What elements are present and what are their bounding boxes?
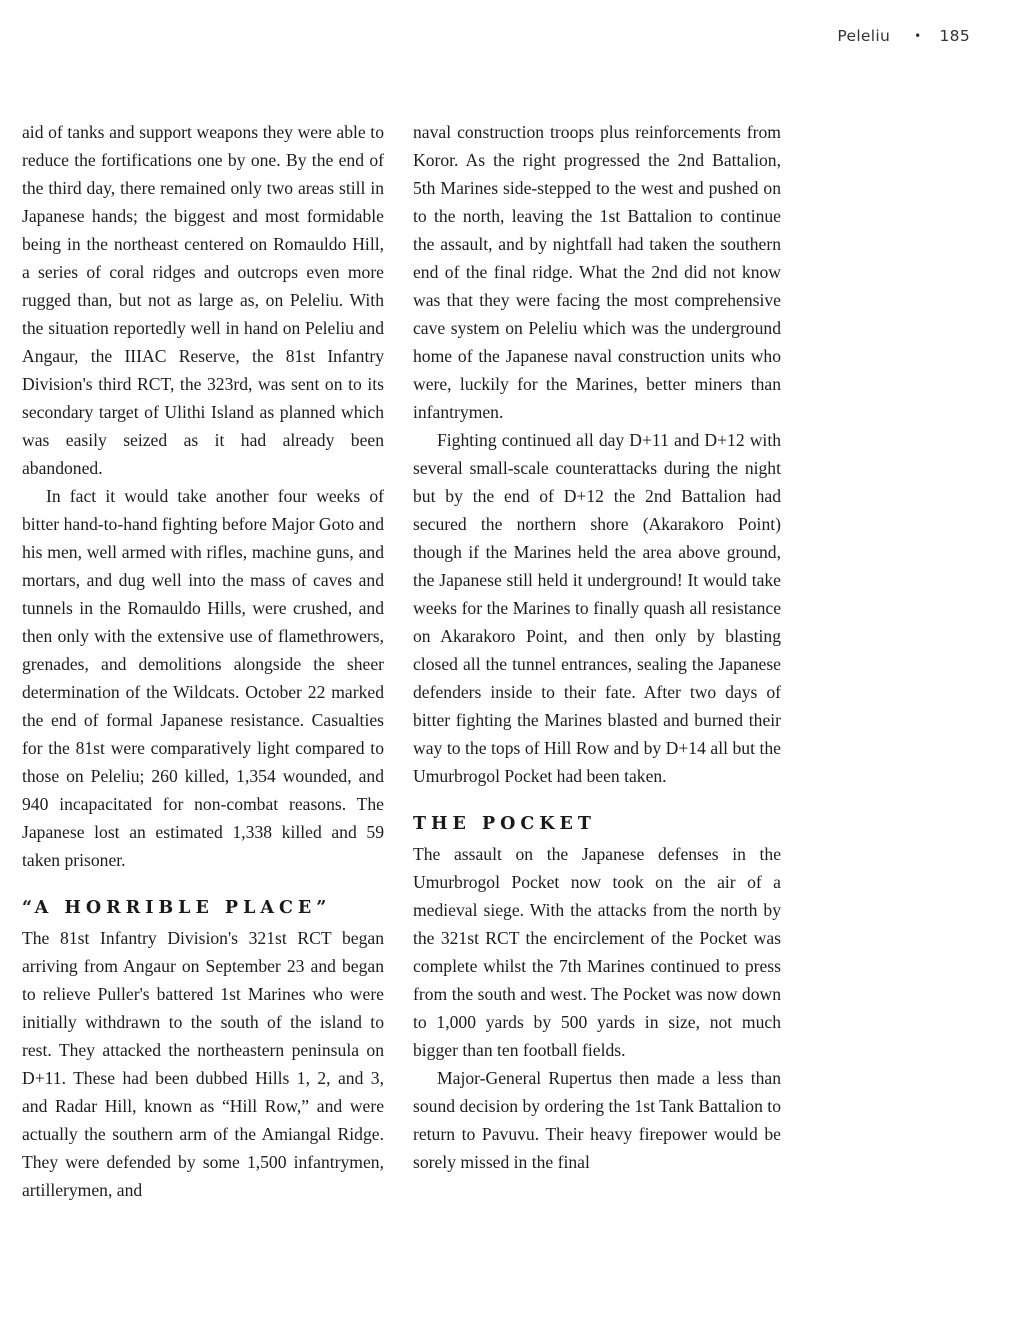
right-paragraph-3: The assault on the Japanese defenses in the Umurbrogol Pocket now took on the air of a medieval siege. With the attacks from the north by the 321st RCT the encirclement of the Pocket was complete whilst the 7th Marines continued to press from the south and west. The Pocket was now down to 1,000 yards by 500 yards in size, not much bigger than ten football fields. (413, 844, 781, 1060)
left-column (22, 118, 384, 1204)
left-paragraph-2: In fact it would take another four weeks of bitter hand-to-hand fighting before Major Goto and his men, well armed with rifles, machine guns, and mortars, and dug well into the mass of caves and tunnels in the Romauldo Hills, were crushed, and then only with the extensive use of flamethrowers, grenades, and demolitions alongside the sheer determination of the Wildcats. October 22 marked the end of formal Japanese resistance. Casualties for the 81st were comparatively light compared to those on Peleliu; 260 killed, 1,354 wounded, and 940 incapacitated for non-combat reasons. The Japanese lost an estimated 1,338 killed and 59 taken prisoner. (22, 486, 384, 870)
section-heading-the-pocket: THE POCKET (413, 814, 596, 834)
right-column (413, 118, 781, 1176)
right-paragraph-2: Fighting continued all day D+11 and D+12 with several small-scale counterattacks during the night but by the end of D+12 the 2nd Battalion had secured the northern shore (Akarakoro Point) though if the Marines held the area above ground, the Japanese still held it underground! It would take weeks for the Marines to finally quash all resistance on Akarakoro Point, and then only by blasting closed all the tunnel entrances, sealing the Japanese defenders inside to their fate. After two days of bitter fighting the Marines blasted and burned their way to the tops of Hill Row and by D+14 all but the Umurbrogol Pocket had been taken. (413, 430, 781, 786)
running-head (837, 27, 970, 45)
section-title: Peleliu (837, 27, 891, 45)
right-paragraph-4: Major-General Rupertus then made a less than sound decision by ordering the 1st Tank Battalion to return to Pavuvu. Their heavy firepower would be sorely missed in the final (413, 1068, 781, 1172)
page-number: 185 (939, 27, 970, 45)
left-paragraph-3: The 81st Infantry Division's 321st RCT began arriving from Angaur on September 23 and began to relieve Puller's battered 1st Marines who were initially withdrawn to the south of the island to rest. They attacked the northeastern peninsula on D+11. These had been dubbed Hills 1, 2, and 3, and Radar Hill, known as “Hill Row,” and were actually the southern arm of the Amiangal Ridge. They were defended by some 1,500 infantrymen, artillerymen, and (22, 928, 384, 1200)
left-paragraph-1: aid of tanks and support weapons they were able to reduce the fortifications one by one. By the end of the third day, there remained only two areas still in Japanese hands; the biggest and most formidable being in the northeast centered on Romauldo Hill, a series of coral ridges and outcrops even more rugged than, but not as large as, on Peleliu. With the situation reportedly well in hand on Peleliu and Angaur, the IIIAC Reserve, the 81st Infantry Division's third RCT, the 323rd, was sent on to its secondary target of Ulithi Island as planned which was easily seized as it had already been abandoned. (22, 122, 384, 478)
right-paragraph-1: naval construction troops plus reinforcements from Koror. As the right progressed the 2nd Battalion, 5th Marines side-stepped to the west and pushed on to the north, leaving the 1st Battalion to continue the assault, and by nightfall had taken the southern end of the final ridge. What the 2nd did not know was that they were facing the most comprehensive cave system on Peleliu which was the underground home of the Japanese naval construction units who were, luckily for the Marines, better miners than infantrymen. (413, 122, 781, 422)
section-heading-horrible-place: “A HORRIBLE PLACE” (22, 898, 332, 918)
header-separator: • (914, 29, 922, 43)
